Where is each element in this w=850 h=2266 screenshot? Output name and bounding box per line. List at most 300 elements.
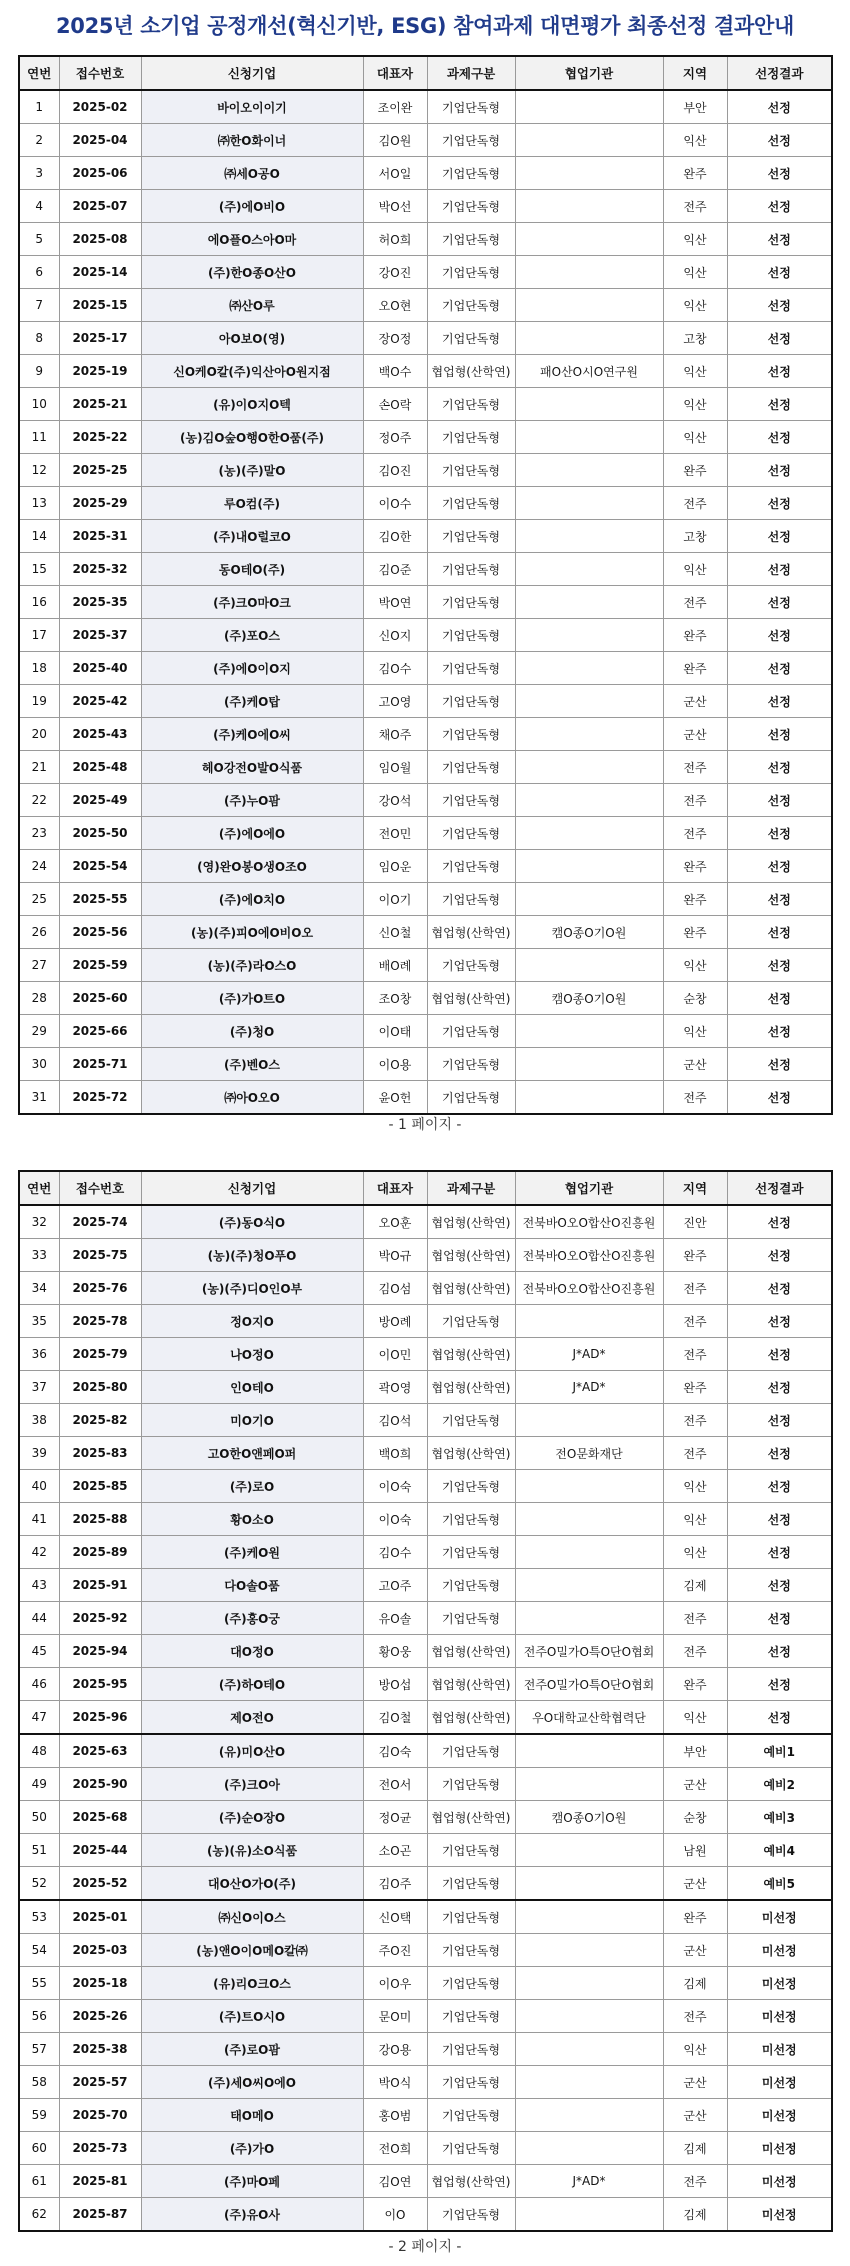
cell-result: 선정 bbox=[727, 124, 832, 157]
cell-rep: 이O bbox=[363, 2198, 427, 2232]
cell-partner bbox=[515, 223, 663, 256]
cell-company: (주)로O bbox=[141, 1470, 363, 1503]
cell-partner: 우O대학교산학협력단 bbox=[515, 1701, 663, 1735]
cell-type: 협업형(산학연) bbox=[427, 1668, 515, 1701]
cell-type: 기업단독형 bbox=[427, 1536, 515, 1569]
cell-partner bbox=[515, 157, 663, 190]
cell-type: 기업단독형 bbox=[427, 256, 515, 289]
cell-no: 49 bbox=[19, 1768, 59, 1801]
cell-rep: 주O진 bbox=[363, 1934, 427, 1967]
table-row bbox=[19, 1503, 832, 1536]
cell-company: (주)가O bbox=[141, 2132, 363, 2165]
cell-region: 전주 bbox=[663, 487, 727, 520]
cell-no: 46 bbox=[19, 1668, 59, 1701]
cell-partner bbox=[515, 289, 663, 322]
cell-company: (농)(유)소O식품 bbox=[141, 1834, 363, 1867]
cell-region: 김제 bbox=[663, 1967, 727, 2000]
cell-rep: 정O균 bbox=[363, 1801, 427, 1834]
cell-receipt: 2025-85 bbox=[59, 1470, 141, 1503]
cell-company: (주)에O비O bbox=[141, 190, 363, 223]
cell-result: 선정 bbox=[727, 487, 832, 520]
cell-type: 기업단독형 bbox=[427, 2033, 515, 2066]
table-row bbox=[19, 1569, 832, 1602]
cell-rep: 백O수 bbox=[363, 355, 427, 388]
cell-result: 선정 bbox=[727, 1015, 832, 1048]
cell-region: 완주 bbox=[663, 454, 727, 487]
cell-no: 55 bbox=[19, 1967, 59, 2000]
cell-company: 나O정O bbox=[141, 1338, 363, 1371]
cell-rep: 백O희 bbox=[363, 1437, 427, 1470]
cell-region: 익산 bbox=[663, 1701, 727, 1735]
cell-no: 29 bbox=[19, 1015, 59, 1048]
cell-region: 전주 bbox=[663, 1081, 727, 1115]
cell-receipt: 2025-01 bbox=[59, 1900, 141, 1934]
cell-receipt: 2025-81 bbox=[59, 2165, 141, 2198]
table-row bbox=[19, 1437, 832, 1470]
cell-receipt: 2025-82 bbox=[59, 1404, 141, 1437]
cell-receipt: 2025-92 bbox=[59, 1602, 141, 1635]
table-row bbox=[19, 1338, 832, 1371]
cell-region: 전주 bbox=[663, 2000, 727, 2033]
table-row bbox=[19, 1371, 832, 1404]
cell-no: 14 bbox=[19, 520, 59, 553]
cell-company: (주)동O식O bbox=[141, 1205, 363, 1239]
cell-type: 기업단독형 bbox=[427, 1404, 515, 1437]
cell-type: 기업단독형 bbox=[427, 1305, 515, 1338]
cell-result: 선정 bbox=[727, 1668, 832, 1701]
header-receipt: 접수번호 bbox=[59, 1171, 141, 1205]
table-row bbox=[19, 553, 832, 586]
cell-type: 기업단독형 bbox=[427, 421, 515, 454]
cell-no: 28 bbox=[19, 982, 59, 1015]
results-table-page-2 bbox=[18, 1170, 833, 2232]
cell-no: 5 bbox=[19, 223, 59, 256]
cell-partner bbox=[515, 553, 663, 586]
cell-rep: 김O숙 bbox=[363, 1734, 427, 1768]
cell-receipt: 2025-43 bbox=[59, 718, 141, 751]
cell-no: 41 bbox=[19, 1503, 59, 1536]
cell-type: 협업형(산학연) bbox=[427, 1338, 515, 1371]
cell-result: 선정 bbox=[727, 421, 832, 454]
cell-partner bbox=[515, 1048, 663, 1081]
cell-result: 선정 bbox=[727, 520, 832, 553]
cell-receipt: 2025-91 bbox=[59, 1569, 141, 1602]
cell-no: 60 bbox=[19, 2132, 59, 2165]
cell-partner bbox=[515, 2132, 663, 2165]
table-row bbox=[19, 322, 832, 355]
cell-result: 예비5 bbox=[727, 1867, 832, 1901]
cell-no: 15 bbox=[19, 553, 59, 586]
cell-result: 선정 bbox=[727, 1239, 832, 1272]
table-row bbox=[19, 1834, 832, 1867]
cell-partner bbox=[515, 850, 663, 883]
table-row bbox=[19, 1701, 832, 1735]
cell-result: 선정 bbox=[727, 1048, 832, 1081]
table-row bbox=[19, 1668, 832, 1701]
header-partner: 협업기관 bbox=[515, 56, 663, 90]
cell-no: 42 bbox=[19, 1536, 59, 1569]
cell-no: 59 bbox=[19, 2099, 59, 2132]
cell-company: (주)케O탑 bbox=[141, 685, 363, 718]
cell-region: 고창 bbox=[663, 322, 727, 355]
cell-region: 전주 bbox=[663, 1338, 727, 1371]
cell-rep: 조O창 bbox=[363, 982, 427, 1015]
cell-rep: 채O주 bbox=[363, 718, 427, 751]
cell-company: (주)크O마O크 bbox=[141, 586, 363, 619]
cell-company: 태O메O bbox=[141, 2099, 363, 2132]
cell-partner bbox=[515, 619, 663, 652]
cell-region: 군산 bbox=[663, 1768, 727, 1801]
cell-region: 전주 bbox=[663, 1437, 727, 1470]
cell-region: 군산 bbox=[663, 718, 727, 751]
cell-no: 2 bbox=[19, 124, 59, 157]
cell-receipt: 2025-38 bbox=[59, 2033, 141, 2066]
cell-result: 선정 bbox=[727, 1205, 832, 1239]
cell-partner: 전북바O오O합산O진흥원 bbox=[515, 1239, 663, 1272]
cell-receipt: 2025-59 bbox=[59, 949, 141, 982]
cell-region: 완주 bbox=[663, 916, 727, 949]
cell-region: 완주 bbox=[663, 1900, 727, 1934]
cell-type: 기업단독형 bbox=[427, 322, 515, 355]
cell-receipt: 2025-83 bbox=[59, 1437, 141, 1470]
cell-type: 기업단독형 bbox=[427, 157, 515, 190]
cell-company: ㈜아O오O bbox=[141, 1081, 363, 1115]
cell-type: 기업단독형 bbox=[427, 1768, 515, 1801]
cell-no: 18 bbox=[19, 652, 59, 685]
cell-rep: 박O식 bbox=[363, 2066, 427, 2099]
cell-type: 기업단독형 bbox=[427, 652, 515, 685]
table-row bbox=[19, 1900, 832, 1934]
cell-company: (주)포O스 bbox=[141, 619, 363, 652]
cell-region: 전주 bbox=[663, 784, 727, 817]
cell-partner bbox=[515, 1900, 663, 1934]
cell-no: 11 bbox=[19, 421, 59, 454]
cell-type: 기업단독형 bbox=[427, 2198, 515, 2232]
cell-company: 바이오이이기 bbox=[141, 90, 363, 124]
table-row bbox=[19, 1734, 832, 1768]
cell-partner bbox=[515, 90, 663, 124]
table-row bbox=[19, 982, 832, 1015]
cell-company: (주)청O bbox=[141, 1015, 363, 1048]
cell-no: 27 bbox=[19, 949, 59, 982]
cell-company: (주)에O에O bbox=[141, 817, 363, 850]
cell-type: 기업단독형 bbox=[427, 1834, 515, 1867]
cell-company: (주)에O치O bbox=[141, 883, 363, 916]
cell-no: 57 bbox=[19, 2033, 59, 2066]
cell-no: 6 bbox=[19, 256, 59, 289]
cell-region: 순창 bbox=[663, 1801, 727, 1834]
cell-result: 선정 bbox=[727, 784, 832, 817]
cell-result: 선정 bbox=[727, 454, 832, 487]
cell-type: 기업단독형 bbox=[427, 487, 515, 520]
cell-company: (주)크O아 bbox=[141, 1768, 363, 1801]
cell-result: 미선정 bbox=[727, 2066, 832, 2099]
cell-result: 선정 bbox=[727, 1081, 832, 1115]
table-row bbox=[19, 1536, 832, 1569]
cell-region: 완주 bbox=[663, 1668, 727, 1701]
cell-type: 기업단독형 bbox=[427, 454, 515, 487]
cell-type: 협업형(산학연) bbox=[427, 1272, 515, 1305]
cell-rep: 소O곤 bbox=[363, 1834, 427, 1867]
cell-type: 협업형(산학연) bbox=[427, 1635, 515, 1668]
cell-result: 미선정 bbox=[727, 1934, 832, 1967]
cell-no: 35 bbox=[19, 1305, 59, 1338]
cell-partner bbox=[515, 1015, 663, 1048]
cell-partner bbox=[515, 256, 663, 289]
cell-company: (유)리O크O스 bbox=[141, 1967, 363, 2000]
cell-type: 기업단독형 bbox=[427, 784, 515, 817]
cell-receipt: 2025-96 bbox=[59, 1701, 141, 1735]
cell-receipt: 2025-66 bbox=[59, 1015, 141, 1048]
cell-rep: 장O정 bbox=[363, 322, 427, 355]
cell-partner bbox=[515, 817, 663, 850]
cell-no: 48 bbox=[19, 1734, 59, 1768]
cell-rep: 정O주 bbox=[363, 421, 427, 454]
table-row bbox=[19, 1305, 832, 1338]
cell-company: (영)완O봉O생O조O bbox=[141, 850, 363, 883]
cell-company: ㈜산O루 bbox=[141, 289, 363, 322]
cell-partner bbox=[515, 1934, 663, 1967]
cell-region: 익산 bbox=[663, 388, 727, 421]
header-no: 연번 bbox=[19, 56, 59, 90]
cell-partner: 캠O종O기O원 bbox=[515, 1801, 663, 1834]
cell-type: 협업형(산학연) bbox=[427, 1701, 515, 1735]
cell-rep: 김O한 bbox=[363, 520, 427, 553]
cell-result: 선정 bbox=[727, 817, 832, 850]
cell-result: 미선정 bbox=[727, 2198, 832, 2232]
cell-result: 선정 bbox=[727, 1305, 832, 1338]
cell-rep: 임O운 bbox=[363, 850, 427, 883]
cell-no: 40 bbox=[19, 1470, 59, 1503]
cell-region: 익산 bbox=[663, 949, 727, 982]
cell-result: 선정 bbox=[727, 1536, 832, 1569]
cell-type: 기업단독형 bbox=[427, 2066, 515, 2099]
table-row bbox=[19, 2000, 832, 2033]
cell-no: 7 bbox=[19, 289, 59, 322]
cell-result: 미선정 bbox=[727, 1900, 832, 1934]
cell-result: 선정 bbox=[727, 1338, 832, 1371]
cell-rep: 김O주 bbox=[363, 1867, 427, 1901]
cell-partner: J*AD* bbox=[515, 1371, 663, 1404]
cell-result: 미선정 bbox=[727, 1967, 832, 2000]
cell-company: 신O케O칼(주)익산아O원지점 bbox=[141, 355, 363, 388]
table-row bbox=[19, 1602, 832, 1635]
cell-no: 20 bbox=[19, 718, 59, 751]
cell-result: 선정 bbox=[727, 1569, 832, 1602]
cell-rep: 김O원 bbox=[363, 124, 427, 157]
cell-type: 협업형(산학연) bbox=[427, 982, 515, 1015]
cell-receipt: 2025-32 bbox=[59, 553, 141, 586]
table-row bbox=[19, 1768, 832, 1801]
cell-result: 예비3 bbox=[727, 1801, 832, 1834]
table-row bbox=[19, 883, 832, 916]
cell-rep: 홍O범 bbox=[363, 2099, 427, 2132]
cell-rep: 김O연 bbox=[363, 2165, 427, 2198]
cell-receipt: 2025-31 bbox=[59, 520, 141, 553]
cell-company: 에O플O스아O마 bbox=[141, 223, 363, 256]
cell-rep: 황O웅 bbox=[363, 1635, 427, 1668]
cell-rep: 박O연 bbox=[363, 586, 427, 619]
cell-rep: 손O락 bbox=[363, 388, 427, 421]
cell-partner: 전북바O오O합산O진흥원 bbox=[515, 1205, 663, 1239]
cell-partner bbox=[515, 454, 663, 487]
cell-result: 예비1 bbox=[727, 1734, 832, 1768]
cell-company: 루O컴(주) bbox=[141, 487, 363, 520]
cell-region: 익산 bbox=[663, 421, 727, 454]
table-row bbox=[19, 619, 832, 652]
cell-region: 익산 bbox=[663, 1536, 727, 1569]
cell-region: 전주 bbox=[663, 1404, 727, 1437]
cell-partner bbox=[515, 1081, 663, 1115]
cell-type: 협업형(산학연) bbox=[427, 355, 515, 388]
cell-receipt: 2025-71 bbox=[59, 1048, 141, 1081]
cell-receipt: 2025-07 bbox=[59, 190, 141, 223]
cell-company: 동O테O(주) bbox=[141, 553, 363, 586]
cell-partner bbox=[515, 1834, 663, 1867]
cell-partner bbox=[515, 1536, 663, 1569]
cell-region: 익산 bbox=[663, 2033, 727, 2066]
cell-result: 선정 bbox=[727, 388, 832, 421]
table-row bbox=[19, 1081, 832, 1115]
cell-no: 8 bbox=[19, 322, 59, 355]
cell-receipt: 2025-88 bbox=[59, 1503, 141, 1536]
cell-no: 17 bbox=[19, 619, 59, 652]
cell-partner: 전주O밀가O특O단O협회 bbox=[515, 1668, 663, 1701]
cell-partner bbox=[515, 1305, 663, 1338]
cell-no: 47 bbox=[19, 1701, 59, 1735]
cell-rep: 임O월 bbox=[363, 751, 427, 784]
cell-region: 김제 bbox=[663, 1569, 727, 1602]
cell-region: 익산 bbox=[663, 355, 727, 388]
cell-partner: 캠O종O기O원 bbox=[515, 982, 663, 1015]
cell-rep: 전O민 bbox=[363, 817, 427, 850]
table-row bbox=[19, 1867, 832, 1901]
cell-no: 13 bbox=[19, 487, 59, 520]
cell-receipt: 2025-72 bbox=[59, 1081, 141, 1115]
cell-type: 협업형(산학연) bbox=[427, 2165, 515, 2198]
cell-rep: 고O주 bbox=[363, 1569, 427, 1602]
cell-company: (유)이O지O텍 bbox=[141, 388, 363, 421]
cell-company: (농)(주)라O스O bbox=[141, 949, 363, 982]
cell-receipt: 2025-35 bbox=[59, 586, 141, 619]
cell-partner bbox=[515, 190, 663, 223]
cell-no: 36 bbox=[19, 1338, 59, 1371]
cell-result: 선정 bbox=[727, 256, 832, 289]
cell-no: 19 bbox=[19, 685, 59, 718]
cell-result: 선정 bbox=[727, 685, 832, 718]
header-no: 연번 bbox=[19, 1171, 59, 1205]
table-header-row bbox=[19, 1171, 832, 1205]
cell-partner bbox=[515, 1768, 663, 1801]
cell-rep: 윤O헌 bbox=[363, 1081, 427, 1115]
cell-no: 9 bbox=[19, 355, 59, 388]
cell-company: (유)미O산O bbox=[141, 1734, 363, 1768]
table-row bbox=[19, 784, 832, 817]
cell-partner bbox=[515, 1602, 663, 1635]
cell-partner: 전북바O오O합산O진흥원 bbox=[515, 1272, 663, 1305]
cell-receipt: 2025-29 bbox=[59, 487, 141, 520]
header-company: 신청기업 bbox=[141, 56, 363, 90]
cell-type: 기업단독형 bbox=[427, 1934, 515, 1967]
cell-region: 익산 bbox=[663, 256, 727, 289]
cell-no: 4 bbox=[19, 190, 59, 223]
cell-receipt: 2025-90 bbox=[59, 1768, 141, 1801]
cell-result: 예비4 bbox=[727, 1834, 832, 1867]
cell-no: 45 bbox=[19, 1635, 59, 1668]
cell-partner bbox=[515, 1404, 663, 1437]
cell-company: (주)홍O궁 bbox=[141, 1602, 363, 1635]
cell-type: 협업형(산학연) bbox=[427, 1437, 515, 1470]
cell-company: (농)(주)피O에O비O오 bbox=[141, 916, 363, 949]
cell-receipt: 2025-49 bbox=[59, 784, 141, 817]
cell-type: 기업단독형 bbox=[427, 1048, 515, 1081]
cell-company: (농)앤O이O메O칼㈜ bbox=[141, 1934, 363, 1967]
cell-type: 기업단독형 bbox=[427, 718, 515, 751]
cell-rep: 오O현 bbox=[363, 289, 427, 322]
cell-partner bbox=[515, 751, 663, 784]
cell-receipt: 2025-70 bbox=[59, 2099, 141, 2132]
cell-type: 기업단독형 bbox=[427, 553, 515, 586]
cell-company: (주)순O장O bbox=[141, 1801, 363, 1834]
cell-company: (주)누O팜 bbox=[141, 784, 363, 817]
cell-region: 전주 bbox=[663, 1602, 727, 1635]
cell-region: 군산 bbox=[663, 2099, 727, 2132]
cell-rep: 김O섬 bbox=[363, 1272, 427, 1305]
cell-rep: 방O섭 bbox=[363, 1668, 427, 1701]
cell-partner bbox=[515, 949, 663, 982]
cell-type: 기업단독형 bbox=[427, 1081, 515, 1115]
table-row bbox=[19, 2066, 832, 2099]
cell-no: 43 bbox=[19, 1569, 59, 1602]
cell-partner bbox=[515, 883, 663, 916]
cell-partner bbox=[515, 784, 663, 817]
cell-region: 김제 bbox=[663, 2132, 727, 2165]
cell-partner bbox=[515, 124, 663, 157]
cell-company: 다O솔O품 bbox=[141, 1569, 363, 1602]
cell-type: 협업형(산학연) bbox=[427, 1239, 515, 1272]
table-row bbox=[19, 2198, 832, 2232]
cell-partner bbox=[515, 2066, 663, 2099]
cell-region: 진안 bbox=[663, 1205, 727, 1239]
cell-type: 기업단독형 bbox=[427, 1734, 515, 1768]
cell-partner: 패O산O시O연구원 bbox=[515, 355, 663, 388]
cell-receipt: 2025-89 bbox=[59, 1536, 141, 1569]
cell-region: 군산 bbox=[663, 1048, 727, 1081]
table-row bbox=[19, 1272, 832, 1305]
cell-type: 기업단독형 bbox=[427, 223, 515, 256]
cell-receipt: 2025-56 bbox=[59, 916, 141, 949]
cell-result: 선정 bbox=[727, 883, 832, 916]
cell-rep: 이O우 bbox=[363, 1967, 427, 2000]
cell-receipt: 2025-17 bbox=[59, 322, 141, 355]
cell-receipt: 2025-14 bbox=[59, 256, 141, 289]
table-row bbox=[19, 916, 832, 949]
cell-region: 전주 bbox=[663, 2165, 727, 2198]
cell-no: 30 bbox=[19, 1048, 59, 1081]
cell-result: 선정 bbox=[727, 190, 832, 223]
cell-company: 인O테O bbox=[141, 1371, 363, 1404]
cell-rep: 신O택 bbox=[363, 1900, 427, 1934]
table-row bbox=[19, 223, 832, 256]
cell-region: 익산 bbox=[663, 223, 727, 256]
cell-result: 선정 bbox=[727, 1701, 832, 1735]
table-row bbox=[19, 256, 832, 289]
cell-region: 전주 bbox=[663, 586, 727, 619]
cell-type: 협업형(산학연) bbox=[427, 1801, 515, 1834]
cell-no: 16 bbox=[19, 586, 59, 619]
cell-no: 26 bbox=[19, 916, 59, 949]
cell-rep: 강O용 bbox=[363, 2033, 427, 2066]
